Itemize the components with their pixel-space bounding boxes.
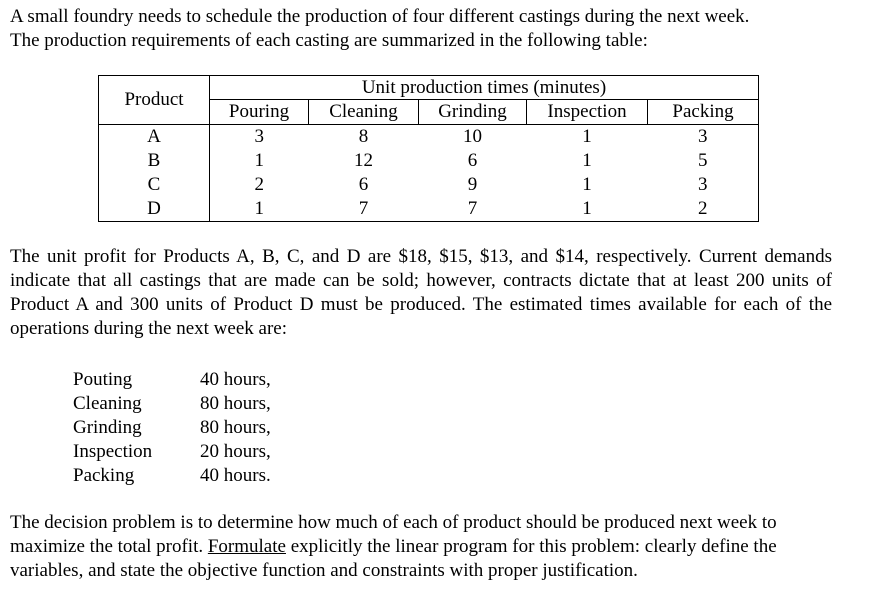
intro-line-1: A small foundry needs to schedule the production of four different castings during the next week. (10, 6, 750, 27)
time-cell: 8 (358, 126, 369, 147)
table-row (99, 197, 759, 222)
header-grinding: Grinding (419, 100, 527, 125)
time-cell: 1 (210, 197, 309, 222)
time-cell: 2 (648, 197, 759, 222)
time-cell: 2 (254, 174, 264, 195)
product-cell: D (99, 197, 210, 222)
operation-hours: 40 hours, (200, 369, 271, 390)
time-cell: 6 (358, 174, 369, 195)
time-cell: 7 (309, 197, 419, 222)
time-cell: 12 (354, 150, 373, 171)
operation-hours: 80 hours, (200, 393, 271, 414)
header-packing: Packing (648, 100, 759, 125)
list-item (73, 392, 271, 416)
list-item (73, 440, 271, 464)
operation-name: Packing (73, 465, 135, 486)
header-pouring: Pouring (210, 100, 309, 125)
time-cell: 1 (254, 150, 264, 171)
decision-line-3: variables, and state the objective function and constraints with proper justification. (10, 560, 638, 581)
time-cell: 1 (582, 126, 592, 147)
time-cell: 1 (582, 174, 592, 195)
intro-paragraph (10, 5, 860, 53)
time-cell: 3 (254, 126, 264, 147)
list-item (73, 416, 271, 440)
list-item (73, 464, 271, 488)
header-inspection: Inspection (527, 100, 648, 125)
product-cell: B (99, 149, 210, 173)
operation-hours: 40 hours. (200, 465, 271, 486)
time-cell: 5 (648, 149, 759, 173)
table-row (99, 125, 759, 150)
time-cell: 1 (527, 197, 648, 222)
operation-name: Inspection (73, 441, 153, 462)
product-cell: C (99, 173, 210, 197)
operation-hours: 20 hours, (200, 441, 271, 462)
product-column-header: Product (99, 76, 210, 125)
production-times-table (98, 75, 759, 222)
available-times-list (73, 368, 271, 488)
decision-line-1: The decision problem is to determine how much of each of product should be produced next week to (10, 512, 777, 533)
decision-line-2-rest: explicitly the linear program for this problem: clearly define the (290, 536, 777, 557)
time-cell: 9 (467, 174, 478, 195)
operation-name: Pouting (73, 369, 133, 390)
operation-hours: 80 hours, (200, 417, 271, 438)
product-cell: A (99, 125, 210, 150)
table-row (99, 149, 759, 173)
time-cell: 7 (419, 197, 527, 222)
decision-paragraph (10, 511, 840, 583)
time-cell: 1 (582, 150, 592, 171)
unit-times-group-header: Unit production times (minutes) (210, 76, 759, 100)
table-row (99, 173, 759, 197)
time-cell: 3 (648, 125, 759, 150)
time-cell: 10 (463, 126, 482, 147)
decision-line-2: maximize the total profit. (10, 536, 204, 557)
formulate-underlined: Formulate (207, 536, 286, 557)
operation-name: Cleaning (73, 393, 142, 414)
operation-name: Grinding (73, 417, 142, 438)
header-cleaning: Cleaning (309, 100, 419, 125)
profit-paragraph: The unit profit for Products A, B, C, and D are $18, $15, $13, and $14, respectively. Current demands indicate that all castings that are made can be sold; however, contracts dictate that at least 200 units of Product A and 300 units of Product D must be produced. The estimated times available for each of the operations during the next week are: (10, 246, 832, 339)
time-cell: 3 (648, 173, 759, 197)
list-item (73, 368, 271, 392)
intro-line-2: The production requirements of each casting are summarized in the following table: (10, 30, 648, 51)
time-cell: 6 (467, 150, 478, 171)
